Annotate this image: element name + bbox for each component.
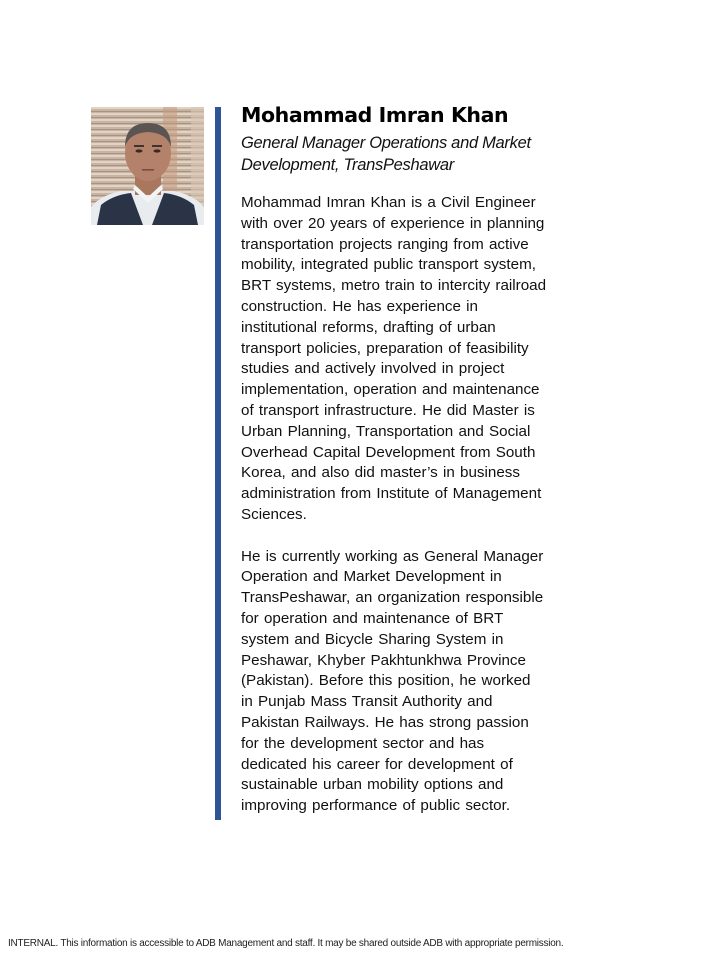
profile-photo	[91, 107, 204, 225]
bio-line: construction. He has experience in	[241, 297, 479, 315]
bio-line: He is currently working as General Manager	[241, 547, 544, 565]
profile-name: Mohammad Imran Khan	[241, 103, 509, 127]
bio-line: with over 20 years of experience in planning	[241, 214, 545, 232]
bio-line: for the development sector and has	[241, 734, 485, 752]
bio-line: administration from Institute of Management	[241, 485, 542, 503]
profile-role	[241, 132, 591, 176]
bio-line: Pakistan Railways. He has strong passion	[241, 713, 529, 731]
bio-line: for operation and maintenance of BRT	[241, 609, 504, 627]
bio-line: sustainable urban mobility options and	[241, 776, 504, 794]
bio-line: system and Bicycle Sharing System in	[241, 630, 504, 648]
bio-line: Korea, and also did master’s in business	[241, 464, 520, 482]
bio-line: TransPeshawar, an organization responsible	[241, 589, 544, 607]
accent-divider-bar	[215, 107, 221, 820]
bio-line: Urban Planning, Transportation and Social	[241, 422, 531, 440]
profile-role-line: Development, TransPeshawar	[241, 156, 454, 174]
bio-line: Overhead Capital Development from South	[241, 443, 536, 461]
bio-line: of transport infrastructure. He did Master is	[241, 401, 535, 419]
bio-line: mobility, integrated public transport system,	[241, 256, 536, 274]
bio-line: Sciences.	[241, 505, 307, 523]
classification-footer: INTERNAL. This information is accessible to ADB Management and staff. It may be shared outside ADB with appropriate permission.	[8, 938, 564, 949]
bio-line: in Punjab Mass Transit Authority and	[241, 693, 493, 711]
bio-line: institutional reforms, drafting of urban	[241, 318, 496, 336]
bio-line: dedicated his career for development of	[241, 755, 513, 773]
bio-line: transport policies, preparation of feasibility	[241, 339, 529, 357]
bio-line: implementation, operation and maintenance	[241, 381, 540, 399]
bio-paragraph-1	[241, 193, 591, 526]
bio-line: Mohammad Imran Khan is a Civil Engineer	[241, 194, 536, 211]
bio-line: Operation and Market Development in	[241, 568, 502, 586]
bio-paragraph-2	[241, 547, 591, 817]
bio-line: (Pakistan). Before this position, he worked	[241, 672, 531, 690]
bio-line: transportation projects ranging from active	[241, 235, 529, 253]
profile-role-line: General Manager Operations and Market	[241, 134, 531, 152]
portrait-image	[91, 107, 204, 225]
bio-line: Peshawar, Khyber Pakhtunkhwa Province	[241, 651, 526, 669]
profile-content	[241, 101, 591, 817]
bio-line: studies and actively involved in project	[241, 360, 505, 378]
bio-line: BRT systems, metro train to intercity railroad	[241, 277, 547, 295]
bio-line: improving performance of public sector.	[241, 797, 511, 815]
biography	[241, 193, 591, 817]
